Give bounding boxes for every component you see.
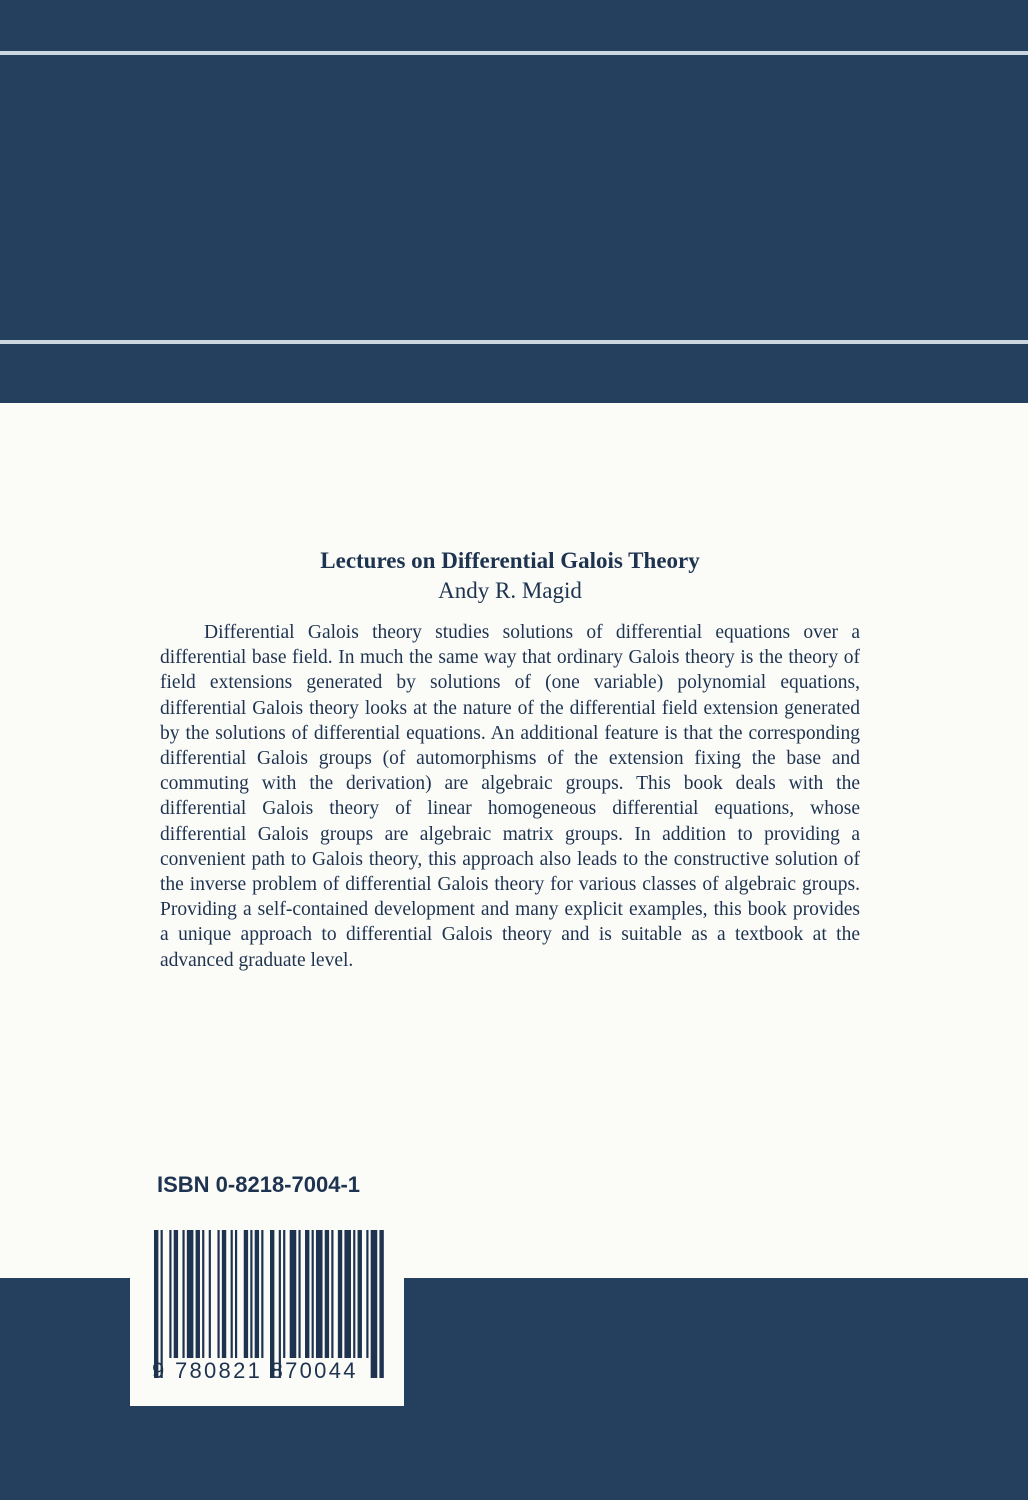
barcode-panel xyxy=(130,1210,404,1406)
barcode-bar xyxy=(371,1230,378,1378)
barcode-icon xyxy=(154,1230,386,1378)
barcode-bar xyxy=(182,1230,184,1358)
barcode-bar xyxy=(261,1230,263,1358)
barcode-bar xyxy=(312,1230,314,1358)
book-description: Differential Galois theory studies solutions of differential equations over a differential base field. In much the same way that ordinary Galois theory is the theory of field extensions generated by solutions of (one variable) polynomial equations, differential Galois theory looks at the nature of the differential field extension generated by the solutions of differential equations. An additional feature is that the corresponding differential Galois groups (of automorphisms of the extension fixing the base and commuting with the derivation) are algebraic groups. This book deals with the differential Galois theory of linear homogeneous differential equations, whose differential Galois groups are algebraic matrix groups. In addition to providing a convenient path to Galois theory, this approach also leads to the constructive solution of the inverse problem of differential Galois theory for various classes of algebraic groups. Providing a self-contained development and many explicit examples, this book provides a unique approach to differential Galois theory and is suitable as a textbook at the advanced graduate level. xyxy=(160,622,860,971)
barcode-bar xyxy=(270,1230,274,1378)
barcode-bar xyxy=(222,1230,226,1358)
barcode-bar xyxy=(209,1230,211,1358)
barcode-bar xyxy=(202,1230,204,1358)
barcode-bar xyxy=(161,1230,163,1378)
barcode-bar xyxy=(290,1230,297,1358)
barcode-bar xyxy=(279,1230,281,1378)
barcode-bar xyxy=(255,1230,259,1358)
barcode-bar xyxy=(316,1230,323,1358)
barcode-bar xyxy=(298,1230,300,1358)
barcode-bar xyxy=(187,1230,194,1358)
barcode-bar xyxy=(366,1230,368,1358)
barcode-bar xyxy=(344,1230,351,1358)
barcode-bar xyxy=(250,1230,252,1358)
barcode-bar xyxy=(244,1230,248,1358)
barcode-bar xyxy=(196,1230,200,1358)
barcode-bar xyxy=(353,1230,355,1358)
barcode-bar xyxy=(154,1230,158,1378)
top-rule-upper xyxy=(0,51,1028,55)
barcode-bar xyxy=(169,1230,171,1358)
barcode-bar xyxy=(283,1230,285,1358)
barcode-bar xyxy=(217,1230,219,1358)
barcode-bar xyxy=(305,1230,309,1358)
barcode-bar xyxy=(379,1230,383,1378)
barcode-bar xyxy=(358,1230,362,1358)
book-author: Andy R. Magid xyxy=(438,578,582,603)
back-cover-text xyxy=(160,546,860,973)
barcode-bar xyxy=(231,1230,233,1358)
barcode-bar xyxy=(235,1230,237,1358)
barcode-bar xyxy=(338,1230,342,1358)
barcode-digits: 9 780821 870044 xyxy=(152,1358,358,1383)
book-title: Lectures on Differential Galois Theory xyxy=(320,548,700,573)
isbn-label: ISBN 0-8218-7004-1 xyxy=(157,1172,361,1197)
barcode-bar xyxy=(331,1230,333,1358)
barcode-bar xyxy=(325,1230,329,1358)
top-rule-lower xyxy=(0,340,1028,344)
barcode-bar xyxy=(174,1230,178,1358)
